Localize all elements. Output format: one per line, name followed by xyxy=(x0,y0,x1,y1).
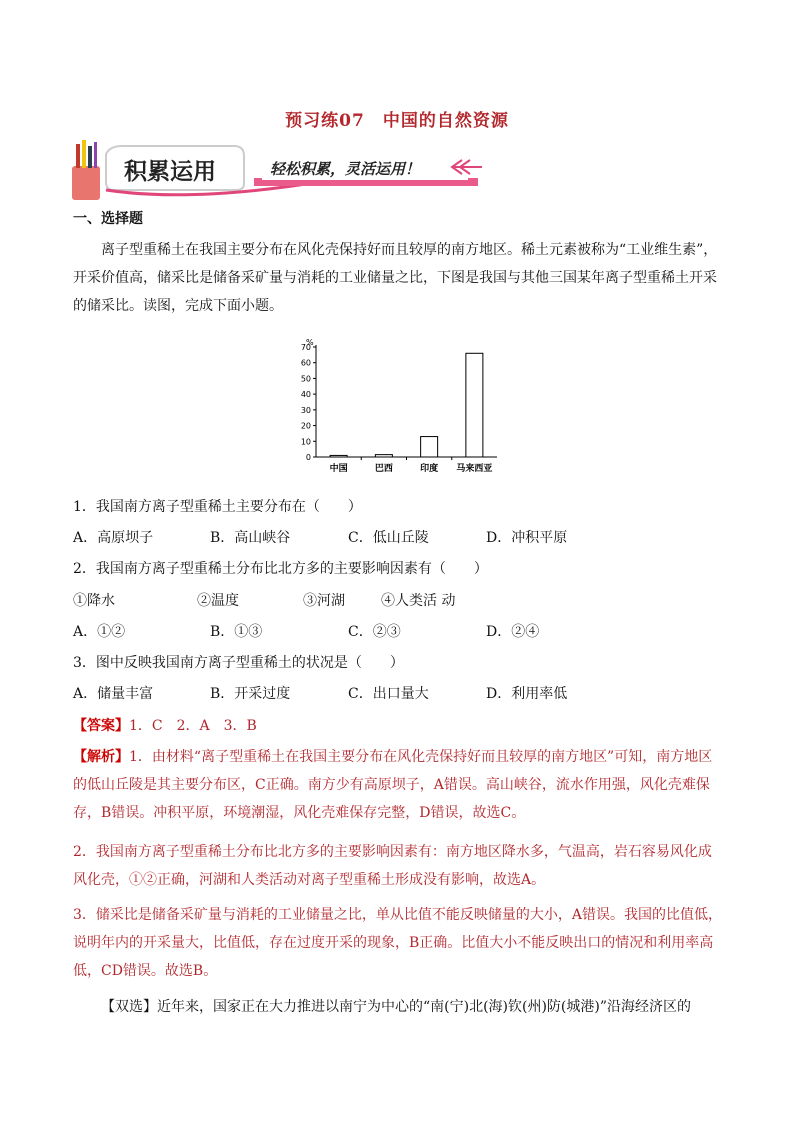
x-tick-label: 中国 xyxy=(329,464,348,474)
y-tick-label: 20 xyxy=(300,421,311,431)
bar xyxy=(375,455,392,457)
analysis-2: 2．我国南方离子型重稀土分布比北方多的主要影响因素有：南方地区降水多，气温高，岩石容易风化成风化壳，①②正确，河湖和人类活动对离子型重稀土形成没有影响，故选A。 xyxy=(73,844,712,888)
answer-text: 1．C 2．A 3．B xyxy=(129,718,257,734)
x-tick-label: 印度 xyxy=(420,464,439,474)
section-heading: 一、选择题 xyxy=(73,211,143,227)
next-text: 近年来，国家正在大力推进以南宁为中心的“南(宁)北(海)钦(州)防(城港)”沿海经济区的 xyxy=(157,999,692,1015)
next-question xyxy=(73,993,723,1021)
page-title: 预习练07 中国的自然资源 xyxy=(285,111,509,131)
y-tick-label: 40 xyxy=(300,390,311,400)
bar-chart xyxy=(292,335,502,485)
pencil-cup-icon xyxy=(72,140,100,200)
q2-option-a[interactable]: A．①② xyxy=(73,624,126,640)
q1-option-b[interactable]: B．高山峡谷 xyxy=(210,530,291,546)
bar xyxy=(466,353,483,457)
y-tick-label: 60 xyxy=(300,358,311,368)
bar xyxy=(421,437,438,457)
question-1-stem: 1．我国南方离子型重稀土主要分布在（ ） xyxy=(73,499,362,515)
y-tick-label: 10 xyxy=(300,437,311,447)
x-tick-label: 巴西 xyxy=(374,464,393,474)
banner-main-text: 积累运用 xyxy=(124,158,216,185)
q2-factor-2: ②温度 xyxy=(197,593,239,609)
answer-line xyxy=(73,715,257,737)
q2-option-b[interactable]: B．①③ xyxy=(210,624,263,640)
q2-factor-1: ①降水 xyxy=(73,593,115,609)
q2-option-c[interactable]: C．②③ xyxy=(348,624,401,640)
q3-option-c[interactable]: C．出口量大 xyxy=(348,686,429,702)
analysis-tag: 【解析】 xyxy=(73,749,129,765)
y-axis-unit: % xyxy=(306,338,314,347)
y-tick-label: 30 xyxy=(300,405,311,415)
answer-tag: 【答案】 xyxy=(73,718,129,734)
x-tick-label: 马来西亚 xyxy=(456,464,493,474)
q2-option-d[interactable]: D．②④ xyxy=(486,624,540,640)
analysis-1-text: 1．由材料“离子型重稀土在我国主要分布在风化壳保持好而且较厚的南方地区”可知，南方地区的低山丘陵是其主要分布区，C正确。南方少有高原坝子，A错误。高山峡谷，流水作用强，风化壳难保存，B错误。冲积平原，环境潮湿，风化壳难保存完整，D错误，故选C。 xyxy=(73,749,713,821)
y-tick-label: 70 xyxy=(300,343,311,352)
banner xyxy=(66,140,486,202)
q3-option-a[interactable]: A．储量丰富 xyxy=(73,686,154,702)
y-tick-label: 50 xyxy=(300,374,311,384)
y-tick-label: 0 xyxy=(305,453,311,462)
next-tag: 【双选】 xyxy=(101,999,157,1015)
analysis-1 xyxy=(73,743,723,827)
q3-option-d[interactable]: D．利用率低 xyxy=(486,686,568,702)
q1-option-d[interactable]: D．冲积平原 xyxy=(486,530,568,546)
q3-option-b[interactable]: B．开采过度 xyxy=(210,686,291,702)
q1-option-c[interactable]: C．低山丘陵 xyxy=(348,530,429,546)
q2-factor-3: ③河湖 xyxy=(303,593,345,609)
q1-option-a[interactable]: A．高原坝子 xyxy=(73,530,154,546)
analysis-3: 3．储采比是储备采矿量与消耗的工业储量之比，单从比值不能反映储量的大小，A错误。我国的比值低，说明年内的开采量大，比值低，存在过度开采的现象，B正确。比值大小不能反映出口的情况和利用率高低，CD错误。故选B。 xyxy=(73,907,723,979)
bar xyxy=(330,455,347,457)
intro-paragraph: 离子型重稀土在我国主要分布在风化壳保持好而且较厚的南方地区。稀土元素被称为“工业维生素”，开采价值高，储采比是储备采矿量与消耗的工业储量之比，下图是我国与其他三国某年离子型重稀土开采的储采比。读图，完成下面小题。 xyxy=(73,242,718,314)
question-2-stem: 2．我国南方离子型重稀土分布比北方多的主要影响因素有（ ） xyxy=(73,561,488,577)
q2-factor-4: ④人类活 动 xyxy=(381,593,456,609)
question-3-stem: 3．图中反映我国南方离子型重稀土的状况是（ ） xyxy=(73,655,404,671)
banner-sub-text: 轻松积累，灵活运用！ xyxy=(270,160,421,178)
